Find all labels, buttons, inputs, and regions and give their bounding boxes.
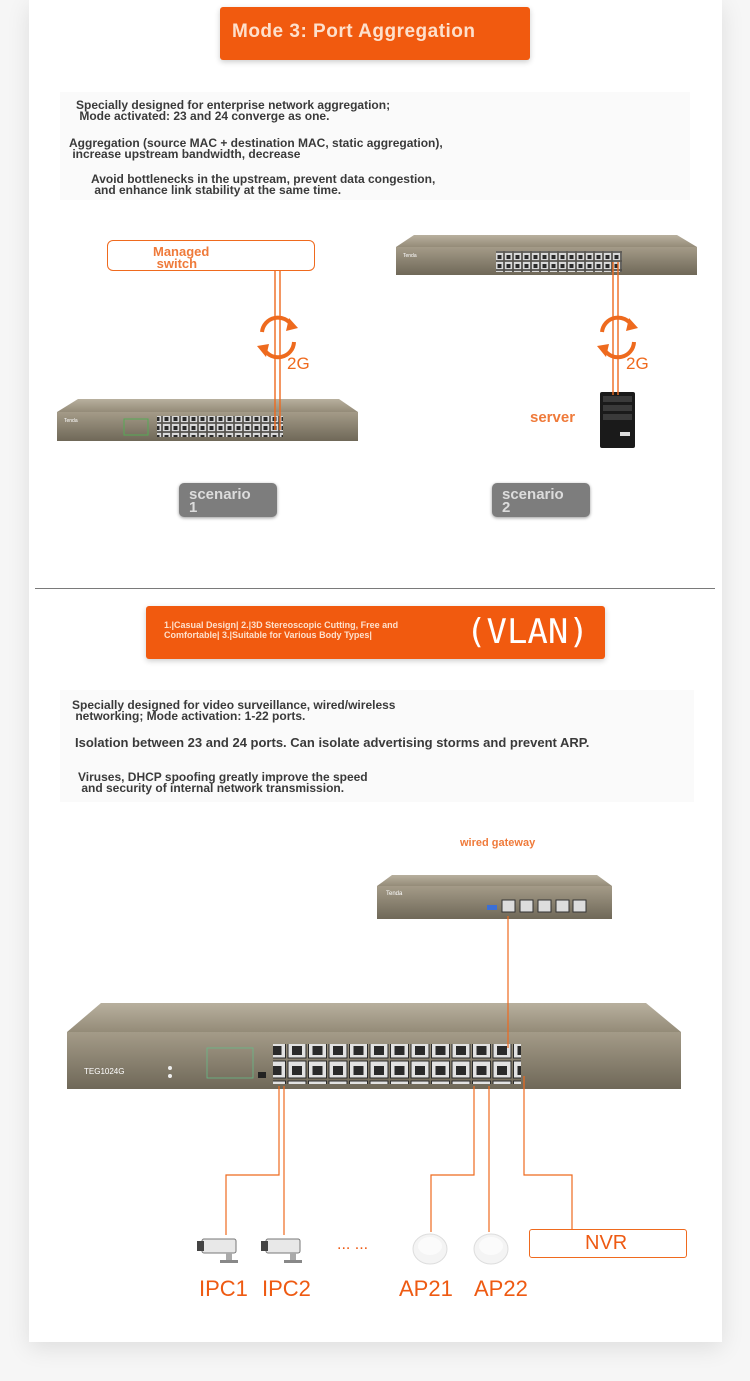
- switch-brand-logo: Tenda: [64, 418, 78, 424]
- svg-text:Tenda: Tenda: [403, 253, 417, 259]
- svg-text:Tenda: Tenda: [386, 891, 403, 897]
- s1-desc-1: Specially designed for enterprise network aggregation; Mode activated: 23 and 24 converge as one.: [76, 98, 391, 123]
- mode3-banner-title: Mode 3: Port Aggregation: [232, 21, 476, 42]
- scenario1-switch: [57, 399, 358, 441]
- section-divider: [35, 588, 715, 589]
- vlan-banner-small-text: 1.|Casual Design| 2.|3D Stereoscopic Cutting, Free and Comfortable| 3.|Suitable for Various Body Types|: [164, 620, 399, 640]
- camera-icon-ipc2: [261, 1239, 302, 1263]
- speed-label-left: 2G: [287, 354, 310, 373]
- s1-desc-2: Aggregation (source MAC + destination MAC, static aggregation), increase upstream bandwidth, decrease: [69, 136, 443, 161]
- scenario2-badge: [492, 483, 590, 517]
- device-label-ap22: AP22: [474, 1276, 528, 1301]
- ellipsis: ... ...: [337, 1236, 369, 1253]
- vlan-banner: [146, 606, 605, 659]
- speed-label-right: 2G: [626, 354, 649, 373]
- s2-desc-3: Viruses, DHCP spoofing greatly improve the speed and security of internal network transmission.: [78, 770, 368, 795]
- device-label-ipc1: IPC1: [199, 1276, 248, 1301]
- nvr-label: NVR: [585, 1232, 628, 1254]
- vlan-banner-title: (VLAN): [466, 612, 589, 652]
- scenario2-switch: [396, 235, 697, 275]
- scenario1-badge: [179, 483, 277, 517]
- vlan-switch: [67, 1003, 681, 1089]
- server-label: server: [530, 409, 576, 426]
- access-point-icon-ap21: [413, 1234, 447, 1264]
- s1-desc-3: Avoid bottlenecks in the upstream, prevent data congestion, and enhance link stability at the same time.: [91, 172, 436, 197]
- s2-desc-2: Isolation between 23 and 24 ports. Can isolate advertising storms and prevent ARP.: [75, 735, 590, 750]
- gateway-label: wired gateway: [460, 837, 536, 849]
- switch-model-label: TEG1024G: [84, 1067, 125, 1076]
- access-point-icon-ap22: [474, 1234, 508, 1264]
- device-label-ap21: AP21: [399, 1276, 453, 1301]
- camera-icon-ipc1: [197, 1239, 238, 1263]
- gateway-device: [377, 875, 612, 919]
- managed-switch-box: [107, 240, 315, 271]
- device-label-ipc2: IPC2: [262, 1276, 311, 1301]
- scenario2-label: scenario 2: [502, 486, 564, 516]
- managed-switch-label: Managed switch: [153, 244, 210, 271]
- server-icon: [600, 392, 635, 448]
- scenario1-label: scenario 1: [189, 486, 251, 516]
- s2-desc-1: Specially designed for video surveillance, wired/wireless networking; Mode activation: 1-22 ports.: [72, 698, 396, 723]
